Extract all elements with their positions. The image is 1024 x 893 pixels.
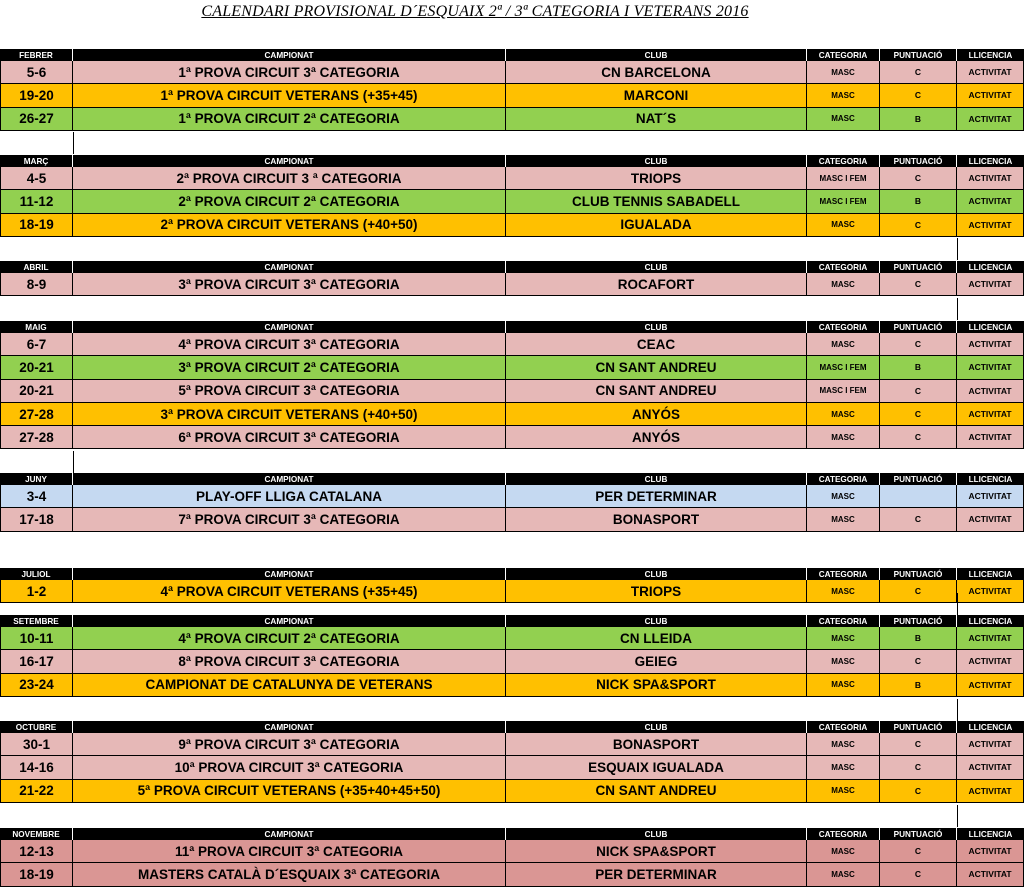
cell-category: MASC — [807, 108, 880, 131]
column-header-license: LLICENCIA — [968, 829, 1013, 839]
table-row — [0, 273, 1024, 296]
column-header-category: CATEGORIA — [807, 721, 880, 733]
cell-category: MASC — [807, 84, 880, 107]
gap-divider — [73, 451, 74, 473]
month-name: OCTUBRE — [0, 721, 73, 733]
cell-license: ACTIVITAT — [957, 780, 1024, 803]
cell-category: MASC I FEM — [807, 380, 880, 403]
month-header — [0, 261, 1024, 273]
month-name: JULIOL — [0, 568, 73, 580]
table-row — [0, 84, 1024, 107]
cell-license: ACTIVITAT — [957, 733, 1024, 756]
cell-points: C — [880, 508, 957, 531]
table-row — [0, 508, 1024, 531]
cell-category: MASC — [807, 733, 880, 756]
month-section — [0, 828, 1024, 887]
cell-license: ACTIVITAT — [957, 508, 1024, 531]
table-row — [0, 840, 1024, 863]
cell-license: ACTIVITAT — [957, 403, 1024, 426]
table-row — [0, 733, 1024, 756]
cell-points — [880, 485, 957, 508]
cell-category: MASC — [807, 674, 880, 697]
column-header-club: CLUB — [506, 49, 807, 61]
cell-license: ACTIVITAT — [957, 840, 1024, 863]
column-header-points: PUNTUACIÓ — [880, 615, 957, 627]
cell-points: C — [880, 333, 957, 356]
month-name: MARÇ — [0, 155, 73, 167]
column-header-category: CATEGORIA — [807, 828, 880, 840]
gap-divider — [957, 805, 958, 827]
cell-points: B — [880, 108, 957, 131]
cell-championship: 7ª PROVA CIRCUIT 3ª CATEGORIA — [73, 508, 506, 531]
column-header-points: PUNTUACIÓ — [880, 721, 957, 733]
cell-date: 12-13 — [0, 840, 73, 863]
cell-date: 10-11 — [0, 627, 73, 650]
cell-category: MASC — [807, 840, 880, 863]
column-header-points: PUNTUACIÓ — [880, 568, 957, 580]
cell-category: MASC — [807, 650, 880, 673]
cell-license: ACTIVITAT — [957, 61, 1024, 84]
column-header-championship: CAMPIONAT — [73, 473, 506, 485]
table-row — [0, 627, 1024, 650]
cell-license: ACTIVITAT — [957, 756, 1024, 779]
column-header-license: LLICENCIA — [968, 322, 1013, 332]
month-section — [0, 568, 1024, 603]
table-row — [0, 650, 1024, 673]
cell-date: 27-28 — [0, 403, 73, 426]
table-row — [0, 61, 1024, 84]
column-header-license: LLICENCIA — [968, 569, 1013, 579]
cell-license: ACTIVITAT — [957, 108, 1024, 131]
cell-club: ANYÓS — [506, 426, 807, 449]
cell-date: 27-28 — [0, 426, 73, 449]
month-name: SETEMBRE — [0, 615, 73, 627]
cell-date: 17-18 — [0, 508, 73, 531]
cell-championship: 4ª PROVA CIRCUIT 3ª CATEGORIA — [73, 333, 506, 356]
month-section — [0, 473, 1024, 532]
cell-category: MASC — [807, 756, 880, 779]
cell-points: B — [880, 356, 957, 379]
cell-license: ACTIVITAT — [957, 580, 1024, 603]
table-row — [0, 167, 1024, 190]
cell-category: MASC — [807, 214, 880, 237]
column-header-category: CATEGORIA — [807, 321, 880, 333]
cell-club: CEAC — [506, 333, 807, 356]
cell-license: ACTIVITAT — [957, 485, 1024, 508]
cell-club: IGUALADA — [506, 214, 807, 237]
column-header-club: CLUB — [506, 261, 807, 273]
cell-points: C — [880, 650, 957, 673]
cell-points: C — [880, 380, 957, 403]
cell-date: 14-16 — [0, 756, 73, 779]
column-header-club: CLUB — [506, 828, 807, 840]
cell-club: TRIOPS — [506, 167, 807, 190]
column-header-championship: CAMPIONAT — [73, 261, 506, 273]
column-header-championship: CAMPIONAT — [73, 721, 506, 733]
cell-club: NICK SPA&SPORT — [506, 674, 807, 697]
cell-club: CN SANT ANDREU — [506, 380, 807, 403]
month-name: JUNY — [0, 473, 73, 485]
month-header — [0, 828, 1024, 840]
cell-club: ROCAFORT — [506, 273, 807, 296]
cell-date: 18-19 — [0, 214, 73, 237]
cell-points: C — [880, 273, 957, 296]
cell-category: MASC I FEM — [807, 190, 880, 213]
column-header-points: PUNTUACIÓ — [880, 49, 957, 61]
column-header-club: CLUB — [506, 321, 807, 333]
table-row — [0, 403, 1024, 426]
cell-date: 20-21 — [0, 356, 73, 379]
cell-license: ACTIVITAT — [957, 273, 1024, 296]
cell-category: MASC — [807, 780, 880, 803]
cell-date: 5-6 — [0, 61, 73, 84]
month-section — [0, 721, 1024, 803]
cell-date: 20-21 — [0, 380, 73, 403]
cell-club: PER DETERMINAR — [506, 863, 807, 886]
cell-license: ACTIVITAT — [957, 380, 1024, 403]
cell-championship: 8ª PROVA CIRCUIT 3ª CATEGORIA — [73, 650, 506, 673]
month-name: FEBRER — [0, 49, 73, 61]
cell-championship: 4ª PROVA CIRCUIT VETERANS (+35+45) — [73, 580, 506, 603]
cell-date: 19-20 — [0, 84, 73, 107]
cell-club: NICK SPA&SPORT — [506, 840, 807, 863]
gap-divider — [957, 593, 958, 615]
cell-date: 21-22 — [0, 780, 73, 803]
column-header-category: CATEGORIA — [807, 261, 880, 273]
cell-club: GEIEG — [506, 650, 807, 673]
month-header — [0, 321, 1024, 333]
cell-category: MASC — [807, 580, 880, 603]
gap-divider — [957, 699, 958, 721]
cell-points: C — [880, 214, 957, 237]
cell-championship: 3ª PROVA CIRCUIT 3ª CATEGORIA — [73, 273, 506, 296]
cell-club: CN SANT ANDREU — [506, 780, 807, 803]
column-header-points: PUNTUACIÓ — [880, 155, 957, 167]
cell-championship: 2ª PROVA CIRCUIT VETERANS (+40+50) — [73, 214, 506, 237]
column-header-points: PUNTUACIÓ — [880, 828, 957, 840]
cell-points: C — [880, 426, 957, 449]
column-header-championship: CAMPIONAT — [73, 155, 506, 167]
cell-category: MASC — [807, 627, 880, 650]
cell-date: 1-2 — [0, 580, 73, 603]
table-row — [0, 108, 1024, 131]
column-header-category: CATEGORIA — [807, 473, 880, 485]
cell-points: C — [880, 84, 957, 107]
cell-category: MASC — [807, 863, 880, 886]
cell-championship: 4ª PROVA CIRCUIT 2ª CATEGORIA — [73, 627, 506, 650]
column-header-license: LLICENCIA — [968, 262, 1013, 272]
table-row — [0, 780, 1024, 803]
cell-date: 30-1 — [0, 733, 73, 756]
cell-championship: 6ª PROVA CIRCUIT 3ª CATEGORIA — [73, 426, 506, 449]
column-header-championship: CAMPIONAT — [73, 321, 506, 333]
cell-date: 4-5 — [0, 167, 73, 190]
cell-points: B — [880, 627, 957, 650]
column-header-club: CLUB — [506, 721, 807, 733]
table-row — [0, 214, 1024, 237]
cell-championship: 5ª PROVA CIRCUIT 3ª CATEGORIA — [73, 380, 506, 403]
cell-points: C — [880, 61, 957, 84]
cell-points: C — [880, 840, 957, 863]
column-header-license: LLICENCIA — [968, 50, 1013, 60]
column-header-points: PUNTUACIÓ — [880, 473, 957, 485]
gap-divider — [957, 298, 958, 320]
cell-championship: 3ª PROVA CIRCUIT 2ª CATEGORIA — [73, 356, 506, 379]
column-header-category: CATEGORIA — [807, 49, 880, 61]
cell-championship: 2ª PROVA CIRCUIT 2ª CATEGORIA — [73, 190, 506, 213]
month-header — [0, 473, 1024, 485]
column-header-club: CLUB — [506, 568, 807, 580]
month-section — [0, 261, 1024, 296]
gap-divider — [73, 132, 74, 154]
cell-license: ACTIVITAT — [957, 674, 1024, 697]
cell-club: MARCONI — [506, 84, 807, 107]
cell-license: ACTIVITAT — [957, 356, 1024, 379]
month-header — [0, 155, 1024, 167]
table-row — [0, 485, 1024, 508]
column-header-club: CLUB — [506, 155, 807, 167]
cell-license: ACTIVITAT — [957, 863, 1024, 886]
cell-date: 6-7 — [0, 333, 73, 356]
month-name: ABRIL — [0, 261, 73, 273]
cell-category: MASC — [807, 426, 880, 449]
cell-date: 16-17 — [0, 650, 73, 673]
cell-championship: 1ª PROVA CIRCUIT 2ª CATEGORIA — [73, 108, 506, 131]
cell-license: ACTIVITAT — [957, 333, 1024, 356]
cell-points: C — [880, 403, 957, 426]
table-row — [0, 580, 1024, 603]
cell-club: ANYÓS — [506, 403, 807, 426]
table-row — [0, 333, 1024, 356]
cell-license: ACTIVITAT — [957, 214, 1024, 237]
column-header-club: CLUB — [506, 473, 807, 485]
cell-category: MASC — [807, 485, 880, 508]
cell-club: CLUB TENNIS SABADELL — [506, 190, 807, 213]
cell-championship: 2ª PROVA CIRCUIT 3 ª CATEGORIA — [73, 167, 506, 190]
cell-club: CN LLEIDA — [506, 627, 807, 650]
table-row — [0, 190, 1024, 213]
gap-divider — [957, 238, 958, 260]
cell-category: MASC — [807, 273, 880, 296]
cell-points: B — [880, 190, 957, 213]
cell-club: NAT´S — [506, 108, 807, 131]
table-row — [0, 863, 1024, 886]
cell-championship: PLAY-OFF LLIGA CATALANA — [73, 485, 506, 508]
month-section — [0, 321, 1024, 449]
column-header-license: LLICENCIA — [968, 474, 1013, 484]
cell-championship: 1ª PROVA CIRCUIT VETERANS (+35+45) — [73, 84, 506, 107]
column-header-license: LLICENCIA — [968, 156, 1013, 166]
cell-points: C — [880, 167, 957, 190]
month-header — [0, 721, 1024, 733]
cell-category: MASC — [807, 333, 880, 356]
cell-championship: MASTERS CATALÀ D´ESQUAIX 3ª CATEGORIA — [73, 863, 506, 886]
cell-club: TRIOPS — [506, 580, 807, 603]
cell-license: ACTIVITAT — [957, 627, 1024, 650]
cell-club: ESQUAIX IGUALADA — [506, 756, 807, 779]
cell-category: MASC — [807, 508, 880, 531]
column-header-championship: CAMPIONAT — [73, 568, 506, 580]
column-header-category: CATEGORIA — [807, 568, 880, 580]
column-header-championship: CAMPIONAT — [73, 49, 506, 61]
column-header-points: PUNTUACIÓ — [880, 321, 957, 333]
cell-category: MASC I FEM — [807, 356, 880, 379]
column-header-category: CATEGORIA — [807, 155, 880, 167]
cell-club: BONASPORT — [506, 733, 807, 756]
cell-date: 11-12 — [0, 190, 73, 213]
cell-date: 26-27 — [0, 108, 73, 131]
cell-championship: 10ª PROVA CIRCUIT 3ª CATEGORIA — [73, 756, 506, 779]
cell-championship: 3ª PROVA CIRCUIT VETERANS (+40+50) — [73, 403, 506, 426]
cell-championship: CAMPIONAT DE CATALUNYA DE VETERANS — [73, 674, 506, 697]
column-header-championship: CAMPIONAT — [73, 828, 506, 840]
cell-points: C — [880, 756, 957, 779]
cell-license: ACTIVITAT — [957, 426, 1024, 449]
cell-date: 18-19 — [0, 863, 73, 886]
column-header-points: PUNTUACIÓ — [880, 261, 957, 273]
month-section — [0, 615, 1024, 697]
cell-club: CN SANT ANDREU — [506, 356, 807, 379]
cell-championship: 5ª PROVA CIRCUIT VETERANS (+35+40+45+50) — [73, 780, 506, 803]
table-row — [0, 380, 1024, 403]
cell-points: C — [880, 863, 957, 886]
cell-date: 3-4 — [0, 485, 73, 508]
cell-club: CN BARCELONA — [506, 61, 807, 84]
cell-license: ACTIVITAT — [957, 167, 1024, 190]
cell-club: PER DETERMINAR — [506, 485, 807, 508]
month-header — [0, 568, 1024, 580]
column-header-championship: CAMPIONAT — [73, 615, 506, 627]
month-name: NOVEMBRE — [0, 828, 73, 840]
cell-date: 8-9 — [0, 273, 73, 296]
cell-category: MASC — [807, 61, 880, 84]
column-header-category: CATEGORIA — [807, 615, 880, 627]
cell-license: ACTIVITAT — [957, 84, 1024, 107]
cell-date: 23-24 — [0, 674, 73, 697]
cell-points: C — [880, 780, 957, 803]
page-title: CALENDARI PROVISIONAL D´ESQUAIX 2ª / 3ª CATEGORIA I VETERANS 2016 — [201, 3, 749, 20]
month-header — [0, 615, 1024, 627]
cell-championship: 1ª PROVA CIRCUIT 3ª CATEGORIA — [73, 61, 506, 84]
month-header — [0, 49, 1024, 61]
table-row — [0, 756, 1024, 779]
month-name: MAIG — [0, 321, 73, 333]
cell-championship: 11ª PROVA CIRCUIT 3ª CATEGORIA — [73, 840, 506, 863]
cell-category: MASC — [807, 403, 880, 426]
cell-license: ACTIVITAT — [957, 650, 1024, 673]
table-row — [0, 356, 1024, 379]
column-header-license: LLICENCIA — [968, 722, 1013, 732]
month-section — [0, 49, 1024, 131]
table-row — [0, 674, 1024, 697]
cell-club: BONASPORT — [506, 508, 807, 531]
cell-points: B — [880, 674, 957, 697]
column-header-license: LLICENCIA — [968, 616, 1013, 626]
cell-category: MASC I FEM — [807, 167, 880, 190]
cell-points: C — [880, 580, 957, 603]
table-row — [0, 426, 1024, 449]
month-section — [0, 155, 1024, 237]
cell-points: C — [880, 733, 957, 756]
cell-license: ACTIVITAT — [957, 190, 1024, 213]
cell-championship: 9ª PROVA CIRCUIT 3ª CATEGORIA — [73, 733, 506, 756]
column-header-club: CLUB — [506, 615, 807, 627]
